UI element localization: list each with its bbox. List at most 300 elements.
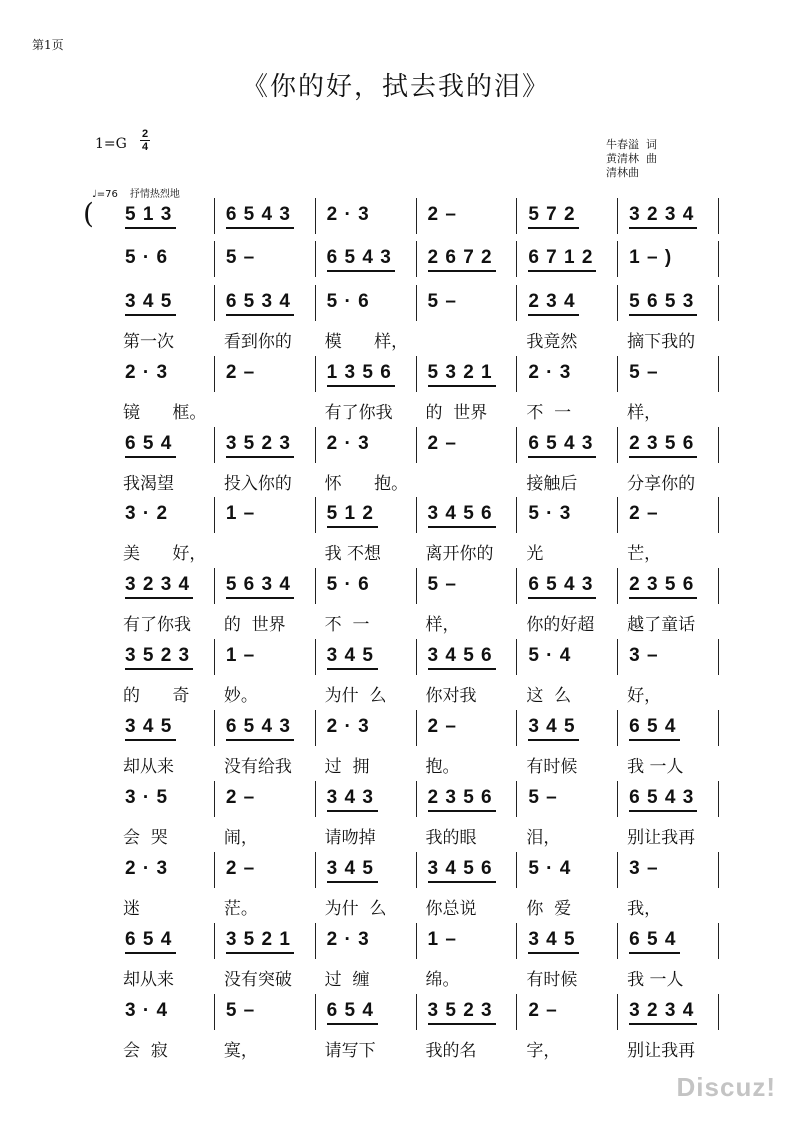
beam-line [125, 314, 176, 316]
measure-notes: 1 3 5 6 [326, 362, 392, 383]
lyrics-line [115, 965, 720, 989]
barline [718, 568, 719, 604]
beam-line [528, 227, 579, 229]
barline [315, 497, 316, 533]
measure-notes: 3 4 5 [528, 716, 576, 737]
lyrics-line [115, 539, 720, 563]
lyric-text: 别让我再 [627, 1041, 696, 1061]
notation-line [115, 427, 720, 459]
barline [617, 710, 618, 746]
beam-line [428, 881, 496, 883]
lyric-text: 离开你的 [425, 544, 494, 564]
lyric-text: 会 哭 [123, 828, 168, 848]
barline [718, 639, 719, 675]
lyric-text: 接触后 [526, 474, 578, 494]
barline [617, 923, 618, 959]
lyric-text: 的 世界 [223, 615, 286, 635]
barline [617, 241, 618, 277]
barline [315, 923, 316, 959]
measure-notes: 5 · 6 [326, 574, 370, 595]
barline [214, 198, 215, 234]
barline [718, 285, 719, 321]
beam-line [629, 314, 697, 316]
lyric-text: 为什 么 [324, 899, 387, 919]
score-row [115, 852, 720, 922]
barline [315, 852, 316, 888]
barline [416, 285, 417, 321]
score-row [115, 497, 720, 567]
barline [718, 427, 719, 463]
lyric-text: 看到你的 [223, 332, 292, 352]
barline [214, 781, 215, 817]
lyric-text: 茫。 [223, 899, 258, 919]
score-row [115, 568, 720, 638]
measure-notes: 3 2 3 4 [629, 1000, 695, 1021]
lyric-text: 妙。 [223, 686, 258, 706]
lyrics-line [115, 894, 720, 918]
lyric-text: 我， [627, 899, 662, 919]
lyric-text: 我 不想 [324, 544, 382, 564]
beam-line [629, 739, 680, 741]
lyric-text: 模 样， [324, 332, 409, 352]
lyrics-line [115, 610, 720, 634]
lyric-text: 绵。 [425, 970, 460, 990]
barline [416, 852, 417, 888]
measure-notes: 5 1 3 [125, 204, 173, 225]
lyric-text: 摘下我的 [627, 332, 696, 352]
lyric-text: 没有给我 [223, 757, 292, 777]
measure-notes: 2 – [225, 362, 256, 383]
lyric-text: 却从来 [123, 757, 174, 777]
barline [214, 923, 215, 959]
lyric-text: 过 拥 [324, 757, 370, 777]
barline [617, 639, 618, 675]
barline [516, 568, 517, 604]
barline [516, 639, 517, 675]
beam-line [528, 270, 596, 272]
expression-marking: 抒情热烈地 [129, 189, 180, 200]
beam-line [528, 456, 596, 458]
measure-notes: 2 · 3 [326, 433, 370, 454]
measure-notes: 5 6 5 3 [629, 291, 695, 312]
measure-notes: 3 · 2 [125, 503, 169, 524]
lyric-text: 我 一人 [627, 970, 684, 990]
barline [516, 427, 517, 463]
measure-notes: 5 · 6 [125, 247, 169, 268]
measure-notes: 2 · 3 [125, 362, 169, 383]
barline [214, 852, 215, 888]
beam-line [428, 526, 496, 528]
measure-notes: 3 5 2 3 [125, 645, 191, 666]
score-row [115, 994, 720, 1064]
notation-line [115, 198, 720, 230]
barline [617, 852, 618, 888]
barline [315, 285, 316, 321]
lyric-text: 抱。 [425, 757, 460, 777]
barline [617, 285, 618, 321]
watermark-logo: Discuz! [676, 1072, 776, 1102]
measure-notes: 3 4 5 [326, 645, 374, 666]
lyrics-line [115, 327, 720, 351]
lyric-text: 美 好， [123, 544, 207, 564]
page-label: 第1页 [32, 38, 64, 52]
beam-line [226, 227, 294, 229]
measure-notes: 6 5 4 [125, 929, 173, 950]
measure-notes: 5 7 2 [528, 204, 576, 225]
score-row [115, 710, 720, 780]
lyric-text: 你总说 [425, 899, 477, 919]
barline [416, 994, 417, 1030]
measure-notes: 5 – [225, 247, 256, 268]
intro-bracket: ( [83, 197, 94, 230]
lyric-text: 有时候 [526, 970, 578, 990]
measure-notes: 6 5 4 [629, 929, 677, 950]
barline [315, 639, 316, 675]
barline [718, 710, 719, 746]
lyric-text: 光 [526, 544, 544, 564]
measure-notes: 3 4 5 [528, 929, 576, 950]
beam-line [428, 385, 496, 387]
beam-line [428, 668, 496, 670]
barline [214, 568, 215, 604]
beam-line [125, 227, 176, 229]
measure-notes: 2 – [629, 503, 659, 524]
measure-notes: 3 4 5 [125, 291, 173, 312]
lyric-text: 会 寂 [123, 1041, 168, 1061]
measure-notes: 6 5 4 3 [528, 574, 594, 595]
notation-line [115, 639, 720, 671]
measure-notes: 2 – [225, 858, 256, 879]
beam-line [629, 810, 697, 812]
lyric-text: 样， [627, 403, 662, 423]
lyric-text: 寞， [223, 1041, 258, 1061]
lyric-text: 我渴望 [123, 474, 174, 494]
measure-notes: 6 5 4 3 [225, 204, 291, 225]
measure-notes: 3 4 5 6 [427, 503, 493, 524]
lyric-text: 第一次 [123, 332, 174, 352]
barline [416, 198, 417, 234]
barline [718, 241, 719, 277]
beam-line [226, 314, 294, 316]
lyrics-line [115, 752, 720, 776]
beam-line [327, 270, 395, 272]
barline [214, 639, 215, 675]
barline [718, 781, 719, 817]
measure-notes: 6 5 3 4 [225, 291, 291, 312]
lyric-text: 这 么 [526, 686, 572, 706]
notation-line [115, 994, 720, 1026]
lyric-text: 闹， [223, 828, 258, 848]
lyric-text: 我 一人 [627, 757, 684, 777]
barline [416, 639, 417, 675]
lyric-text: 别让我再 [627, 828, 696, 848]
notation-line [115, 356, 720, 388]
lyric-text: 为什 么 [324, 686, 387, 706]
beam-line [629, 456, 697, 458]
lyrics-line [115, 398, 720, 422]
credit-arranger: 清林曲 [606, 166, 639, 179]
measure-notes: 5 · 3 [528, 503, 572, 524]
barline [416, 356, 417, 392]
tempo-value: ♩=76 [92, 189, 118, 200]
notation-line [115, 923, 720, 955]
barline [617, 198, 618, 234]
measure-notes: 2 – [427, 433, 457, 454]
barline [718, 497, 719, 533]
measure-notes: 5 – [427, 574, 457, 595]
lyrics-line [115, 469, 720, 493]
measure-notes: 2 – [225, 787, 256, 808]
lyric-text: 你对我 [425, 686, 477, 706]
measure-notes: 3 5 2 3 [427, 1000, 493, 1021]
beam-line [226, 739, 294, 741]
measure-notes: 5 3 2 1 [427, 362, 493, 383]
beam-line [327, 668, 378, 670]
beam-line [428, 270, 496, 272]
lyric-text: 芒， [627, 544, 662, 564]
score-row [115, 923, 720, 993]
measure-notes: 2 · 3 [326, 204, 370, 225]
beam-line [125, 739, 176, 741]
barline [315, 427, 316, 463]
measure-notes: 5 – [225, 1000, 256, 1021]
lyric-text: 镜 框。 [123, 403, 207, 423]
measure-notes: 5 1 2 [326, 503, 374, 524]
barline [315, 781, 316, 817]
measure-notes: 3 4 5 [326, 858, 374, 879]
barline [416, 568, 417, 604]
barline [718, 852, 719, 888]
time-signature-bottom: 4 [141, 141, 149, 153]
measure-notes: 2 · 3 [125, 858, 169, 879]
beam-line [125, 952, 176, 954]
barline [416, 427, 417, 463]
lyric-text: 请写下 [324, 1041, 376, 1061]
barline [315, 198, 316, 234]
measure-notes: 3 5 2 3 [225, 433, 291, 454]
measure-notes: 2 · 3 [326, 929, 370, 950]
barline [617, 994, 618, 1030]
lyric-text: 不 一 [526, 403, 572, 423]
beam-line [528, 952, 579, 954]
measure-notes: 2 3 5 6 [427, 787, 493, 808]
beam-line [428, 810, 496, 812]
measure-notes: 2 – [528, 1000, 558, 1021]
time-signature [140, 128, 150, 153]
lyric-text: 我的名 [425, 1041, 477, 1061]
time-signature-top: 2 [141, 128, 149, 140]
lyric-text: 有了你我 [324, 403, 393, 423]
beam-line [428, 1023, 496, 1025]
barline [617, 427, 618, 463]
barline [617, 568, 618, 604]
measure-notes: 2 3 5 6 [629, 433, 695, 454]
measure-notes: 1 – ) [629, 247, 673, 268]
measure-notes: 5 · 6 [326, 291, 370, 312]
barline [516, 285, 517, 321]
barline [617, 781, 618, 817]
measure-notes: 2 · 3 [528, 362, 572, 383]
score-row [115, 427, 720, 497]
lyrics-line [115, 1036, 720, 1060]
score-row [115, 285, 720, 355]
measure-notes: 3 – [629, 858, 659, 879]
score-row [115, 639, 720, 709]
beam-line [327, 385, 395, 387]
notation-line [115, 497, 720, 529]
barline [315, 241, 316, 277]
barline [416, 923, 417, 959]
measure-notes: 1 – [225, 645, 256, 666]
lyric-text: 的 世界 [425, 403, 488, 423]
measure-notes: 6 5 4 [629, 716, 677, 737]
lyric-text: 你的好超 [526, 615, 595, 635]
measure-notes: 2 – [427, 716, 457, 737]
beam-line [226, 952, 294, 954]
barline [516, 923, 517, 959]
measure-notes: 5 · 4 [528, 858, 572, 879]
lyric-text: 字， [526, 1041, 561, 1061]
lyric-text: 没有突破 [223, 970, 292, 990]
measure-notes: 6 5 4 3 [326, 247, 392, 268]
beam-line [327, 1023, 378, 1025]
credits [606, 138, 657, 180]
measure-notes: 3 4 5 6 [427, 645, 493, 666]
beam-line [327, 881, 378, 883]
barline [416, 710, 417, 746]
measure-notes: 2 · 3 [326, 716, 370, 737]
barline [516, 198, 517, 234]
lyric-text: 好， [627, 686, 662, 706]
measure-notes: 2 – [427, 204, 457, 225]
barline [416, 781, 417, 817]
lyrics-line [115, 823, 720, 847]
measure-notes: 5 – [427, 291, 457, 312]
barline [718, 356, 719, 392]
measure-notes: 6 7 1 2 [528, 247, 594, 268]
barline [214, 356, 215, 392]
measure-notes: 3 – [629, 645, 659, 666]
lyric-text: 过 缠 [324, 970, 370, 990]
lyric-text: 怀 抱。 [324, 474, 409, 494]
barline [315, 568, 316, 604]
lyric-text: 有了你我 [123, 615, 191, 635]
barline [617, 356, 618, 392]
lyric-text: 样， [425, 615, 460, 635]
barline [516, 710, 517, 746]
measure-notes: 2 3 4 [528, 291, 576, 312]
barline [617, 497, 618, 533]
measure-notes: 3 2 3 4 [629, 204, 695, 225]
notation-line [115, 710, 720, 742]
lyric-text: 泪， [526, 828, 561, 848]
score-row [115, 781, 720, 851]
score-row [115, 356, 720, 426]
beam-line [226, 597, 294, 599]
beam-line [629, 227, 697, 229]
measure-notes: 5 – [629, 362, 659, 383]
beam-line [528, 314, 579, 316]
lyric-text: 投入你的 [223, 474, 292, 494]
barline [315, 994, 316, 1030]
credit-lyricist: 牛春溢 词 [606, 138, 657, 151]
song-title: 《你的好，拭去我的泪》 [241, 72, 550, 102]
measure-notes: 6 5 4 3 [225, 716, 291, 737]
barline [214, 497, 215, 533]
measure-notes: 3 4 3 [326, 787, 374, 808]
barline [718, 923, 719, 959]
lyric-text: 我竟然 [526, 332, 578, 352]
measure-notes: 3 5 2 1 [225, 929, 291, 950]
notation-line [115, 852, 720, 884]
notation-line [115, 568, 720, 600]
measure-notes: 3 2 3 4 [125, 574, 191, 595]
beam-line [629, 952, 680, 954]
barline [315, 710, 316, 746]
barline [416, 241, 417, 277]
barline [516, 241, 517, 277]
lyric-text: 有时候 [526, 757, 578, 777]
measure-notes: 6 5 4 [125, 433, 173, 454]
lyric-text: 迷 [123, 899, 140, 919]
beam-line [327, 810, 378, 812]
barline [516, 852, 517, 888]
measure-notes: 1 – [427, 929, 457, 950]
lyric-text: 我的眼 [425, 828, 477, 848]
notation-line [115, 241, 720, 273]
barline [214, 427, 215, 463]
lyric-text: 却从来 [123, 970, 174, 990]
beam-line [629, 597, 697, 599]
key-signature: 1=G [95, 136, 127, 152]
measure-notes: 6 5 4 3 [528, 433, 594, 454]
measure-notes: 1 – [225, 503, 256, 524]
notation-line [115, 285, 720, 317]
beam-line [327, 526, 378, 528]
barline [214, 241, 215, 277]
measure-notes: 6 5 4 3 [629, 787, 695, 808]
barline [516, 356, 517, 392]
measure-notes: 3 · 4 [125, 1000, 169, 1021]
beam-line [125, 456, 176, 458]
measure-notes: 5 6 3 4 [225, 574, 291, 595]
beam-line [528, 739, 579, 741]
measure-notes: 3 4 5 6 [427, 858, 493, 879]
barline [214, 710, 215, 746]
measure-notes: 3 4 5 [125, 716, 173, 737]
beam-line [125, 597, 193, 599]
barline [516, 781, 517, 817]
lyric-text: 越了童话 [627, 615, 696, 635]
credit-composer: 黄清林 曲 [606, 152, 657, 165]
measure-notes: 2 3 5 6 [629, 574, 695, 595]
barline [214, 994, 215, 1030]
beam-line [125, 668, 193, 670]
beam-line [226, 456, 294, 458]
barline [315, 356, 316, 392]
lyrics-line [115, 681, 720, 705]
lyric-text: 的 奇 [123, 686, 190, 706]
measure-notes: 5 – [528, 787, 558, 808]
barline [516, 497, 517, 533]
measure-notes: 6 5 4 [326, 1000, 374, 1021]
barline [214, 285, 215, 321]
beam-line [528, 597, 596, 599]
lyric-text: 分享你的 [627, 474, 696, 494]
notation-line [115, 781, 720, 813]
barline [516, 994, 517, 1030]
lyric-text: 请吻掉 [324, 828, 376, 848]
